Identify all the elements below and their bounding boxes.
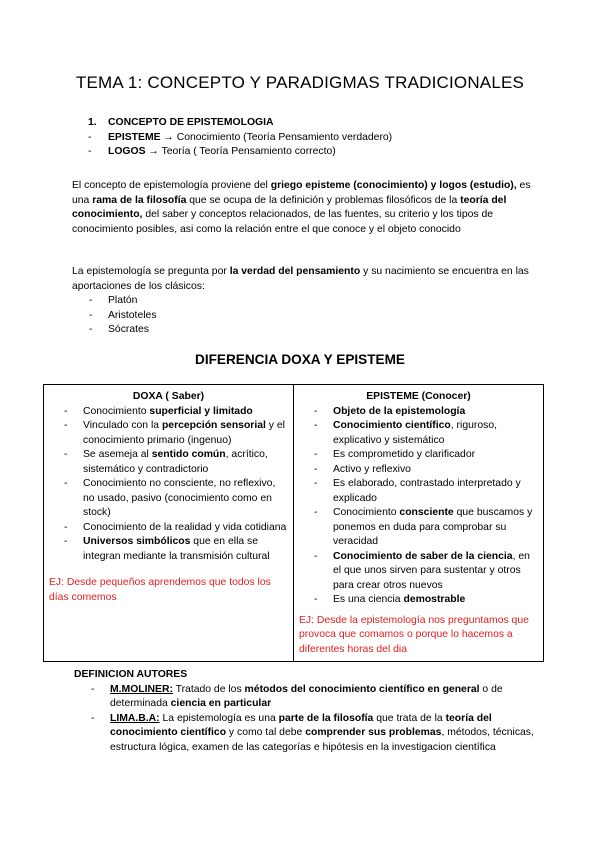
section-number: 1.: [88, 117, 97, 128]
doxa-example: EJ: Desde pequeños aprendemos que todos los días comemos: [49, 577, 271, 603]
list-item: - Conocimiento de saber de la ciencia, en el que unos sirven para sustentar y otros para crear otros nuevos: [299, 550, 538, 594]
list-item: - Platón: [74, 294, 534, 309]
list-item: - LIMA.B.A: La epistemología es una parte de la filosofía que trata de la teoría del conocimiento científico y como tal debe comprender sus problemas, métodos, técnicas, estructura lógica, examen de las categorías e hipótesis en la investigacion científica: [72, 712, 542, 756]
list-item: - Objeto de la epistemología: [299, 405, 538, 420]
list-item: - Es una ciencia demostrable: [299, 593, 538, 608]
list-item: [88, 131, 392, 146]
section-heading-text: CONCEPTO DE EPISTEMOLOGIA: [108, 117, 274, 128]
list-item: - Universos simbólicos que en ella se integran mediante la transmisión cultural: [49, 535, 288, 564]
list-item: - Vinculado con la percepción sensorial y el conocimiento primario (ingenuo): [49, 419, 288, 448]
section-heading: [88, 116, 392, 131]
author-name: M.MOLINER:: [110, 683, 173, 695]
author-name: LIMA.B.A:: [110, 712, 160, 724]
paragraph-clasicos: [72, 265, 534, 338]
text-run: que se ocupa de la definición y problemas filosóficos de la: [186, 194, 461, 206]
section-subtitle: DIFERENCIA DOXA Y EPISTEME: [195, 352, 405, 367]
bold-run: rama de la filosofía: [92, 194, 187, 206]
text-run: La epistemología se pregunta por: [72, 266, 230, 277]
column-heading: DOXA ( Saber): [132, 391, 205, 402]
definitions-list: [72, 683, 542, 756]
list-item: [88, 145, 392, 160]
page-title: TEMA 1: CONCEPTO Y PARADIGMAS TRADICIONALES: [75, 73, 525, 92]
bold-run: teoría del conocimiento,: [72, 194, 507, 220]
list-item: - Conocimiento de la realidad y vida cotidiana: [49, 521, 288, 536]
text-run: es una: [72, 180, 531, 206]
term-logos: LOGOS: [108, 146, 146, 157]
definitions-heading: DEFINICION AUTORES: [74, 669, 188, 680]
paragraph-definicion: [72, 179, 534, 237]
list-item: - Se asemeja al sentido común, acrítico, sistemático y contradictorio: [49, 448, 288, 477]
list-item: - Activo y reflexivo: [299, 463, 538, 478]
episteme-column: [294, 385, 544, 662]
list-item: - Conocimiento consciente que buscamos y ponemos en duda para comprobar su veracidad: [299, 506, 538, 550]
section-concepto: [88, 116, 392, 160]
list-item: - Aristoteles: [74, 309, 534, 324]
term-definition: → Conocimiento (Teoría Pensamiento verdadero): [160, 131, 393, 143]
list-item: - Conocimiento superficial y limitado: [49, 405, 288, 420]
list-item: - Conocimiento científico, riguroso, explicativo y sistemático: [299, 419, 538, 448]
dash-bullet: -: [88, 146, 92, 157]
list-item: - Es comprometido y clarificador: [299, 448, 538, 463]
text-run: El concepto de epistemología proviene del: [72, 180, 271, 191]
list-item: - Conocimiento no consciente, no reflexivo, no usado, pasivo (conocimiento como en stock): [49, 477, 288, 521]
bold-run: la verdad del pensamiento: [229, 266, 361, 277]
bold-run: griego episteme (conocimiento) y logos (estudio),: [270, 180, 517, 191]
definitions-section: [72, 668, 542, 755]
text-run: y su nacimiento se encuentra en las aportaciones de los clásicos:: [72, 266, 529, 292]
doxa-column: [44, 385, 294, 662]
episteme-example: EJ: Desde la epistemología nos preguntamos que provoca que comamos o porque lo hacemos a diferentes horas del dia: [299, 614, 529, 655]
doxa-list: [49, 405, 288, 565]
list-item: - M.MOLINER: Tratado de los métodos del conocimiento científico en general o de determinada ciencia en particular: [72, 683, 542, 712]
list-item: - Es elaborado, contrastado interpretado y explicado: [299, 477, 538, 506]
episteme-list: [299, 405, 538, 608]
text-run: del saber y conceptos relacionados, de las fuentes, su criterio y los tipos de conocimiento posibles, asi como la relación entre el que conoce y el objeto conocido: [72, 209, 494, 235]
classics-list: [74, 294, 534, 338]
column-heading: EPISTEME (Conocer): [366, 391, 471, 402]
comparison-table: [43, 384, 544, 662]
list-item: - Sócrates: [74, 323, 534, 338]
term-episteme: EPISTEME: [108, 131, 161, 143]
dash-bullet: -: [88, 131, 92, 143]
term-definition: → Teoría ( Teoría Pensamiento correcto): [145, 146, 336, 157]
